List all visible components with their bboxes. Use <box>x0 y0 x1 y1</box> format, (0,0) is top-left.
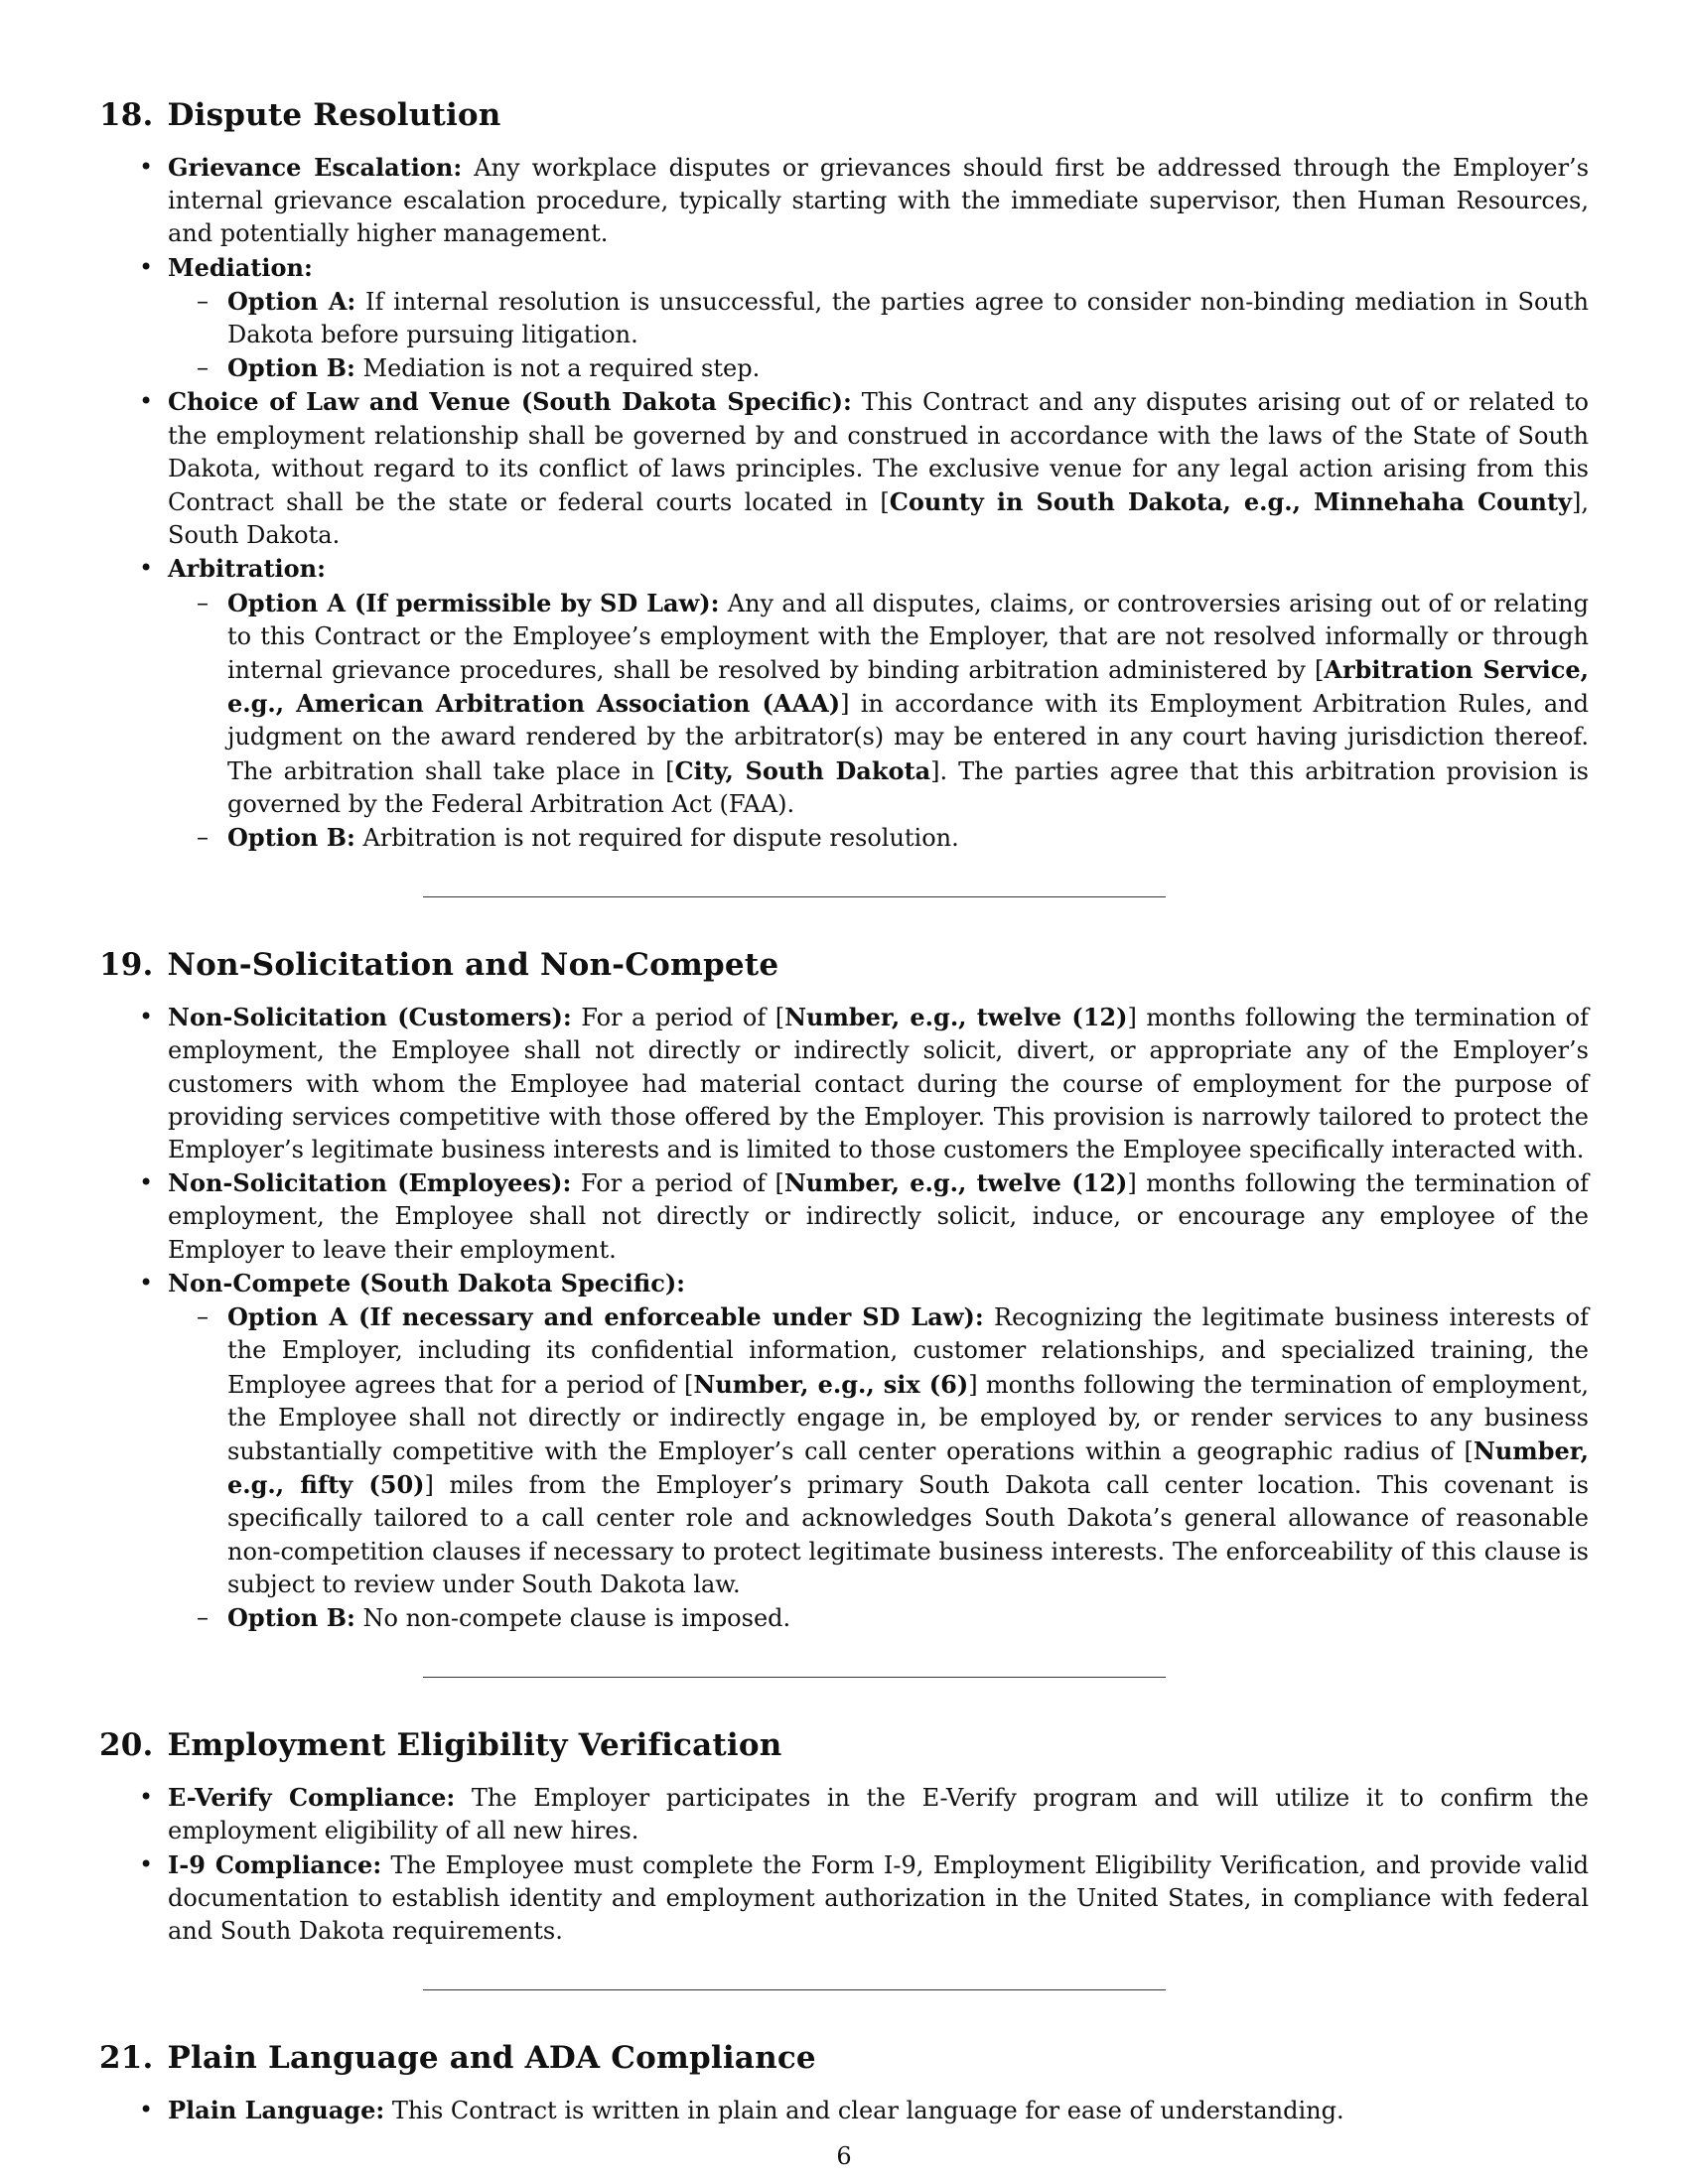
item-text: This Contract is written in plain and clear language for ease of understanding. <box>384 2097 1344 2125</box>
section-20-heading <box>99 1723 1589 1767</box>
item-text: Mediation is not a required step. <box>354 354 761 383</box>
section-title: Dispute Resolution <box>167 97 501 133</box>
section-number: 21. <box>99 2040 154 2077</box>
item-label: Non-Compete (South Dakota Specific): <box>168 1268 686 1297</box>
item-text: The Employee must complete the Form I-9, Employment Eligibility Verification, and provide valid documentation to establish identity and employment authorization in the United States, in compliance with federal and South Dakota requirements. <box>168 1850 1589 1945</box>
section-number: 18. <box>99 97 154 133</box>
item-text: ], South Dakota. <box>168 488 1590 550</box>
section-21-list <box>99 2094 1589 2127</box>
section-19-list <box>99 1001 1589 1635</box>
item-text: ] months following the termination of employment, the Employee shall not directly or indirectly solicit, divert, or appropriate any of the Employer’s customers with whom the Employee had material contact during the course of employment for the purpose of providing services competitive with those offered by the Employer. This provision is narrowly tailored to protect the Employer’s legitimate business interests and is limited to those customers the Employee specifically interacted with. <box>168 1004 1590 1164</box>
item-label: Plain Language: <box>168 2096 385 2125</box>
document-body <box>99 93 1589 2127</box>
item-label: Option B: <box>227 1602 355 1632</box>
item-text: If internal resolution is unsuccessful, the parties agree to consider non-binding mediation in South Dakota before pursuing litigation. <box>227 287 1589 349</box>
list-item <box>168 1848 1589 1949</box>
list-item <box>168 1781 1589 1847</box>
placeholder-field: County in South Dakota, e.g., Minnehaha County <box>889 487 1573 517</box>
sub-list-item <box>227 821 1589 855</box>
section-21-heading <box>99 2036 1589 2080</box>
placeholder-field: Number, e.g., twelve (12) <box>784 1003 1128 1032</box>
item-label: E-Verify Compliance: <box>168 1783 456 1813</box>
item-label: Non-Solicitation (Employees): <box>168 1168 572 1198</box>
item-text: ] in accordance with its Employment Arbitration Rules, and judgment on the award rendered by the arbitrator(s) may be entered in any court having jurisdiction thereof. The arbitration shall take place in [ <box>227 690 1589 785</box>
section-title: Employment Eligibility Verification <box>167 1727 782 1764</box>
placeholder-field: Number, e.g., twelve (12) <box>783 1168 1128 1198</box>
list-item <box>168 385 1589 552</box>
list-item <box>168 1166 1589 1267</box>
item-text: Any workplace disputes or grievances should first be addressed through the Employer’s internal grievance escalation procedure, typically starting with the immediate supervisor, then Human Resources, and potentially higher management. <box>168 154 1590 248</box>
list-item <box>168 1001 1589 1166</box>
placeholder-field: City, South Dakota <box>674 755 931 785</box>
sub-list-item <box>227 351 1589 385</box>
item-label: Non-Solicitation (Customers): <box>168 1003 572 1032</box>
item-label: Grievance Escalation: <box>168 153 463 182</box>
list-item <box>168 251 1589 386</box>
list-item <box>168 1267 1589 1635</box>
item-label: Option A: <box>227 286 356 316</box>
placeholder-field: Number, e.g., six (6) <box>693 1369 969 1399</box>
placeholder-field: Arbitration Service, e.g., American Arbitration Association (AAA) <box>227 655 1589 719</box>
section-19-heading <box>99 943 1589 987</box>
item-text: ]. The parties agree that this arbitration provision is governed by the Federal Arbitration Act (FAA). <box>227 756 1589 818</box>
list-item <box>168 552 1589 855</box>
list-item <box>168 2094 1589 2127</box>
section-18-list <box>99 151 1589 855</box>
item-label: Option B: <box>227 823 355 853</box>
sub-list <box>168 285 1589 386</box>
item-text: ] months following the termination of employment, the Employee shall not directly or indirectly solicit, induce, or encourage any employee of the Employer to leave their employment. <box>168 1169 1589 1264</box>
item-label: I-9 Compliance: <box>168 1849 382 1879</box>
placeholder-field: Number, e.g., fifty (50) <box>227 1435 1589 1500</box>
list-item <box>168 151 1589 251</box>
section-title: Plain Language and ADA Compliance <box>167 2040 816 2077</box>
item-label: Mediation: <box>168 252 313 282</box>
item-text: ] months following the termination of employment, the Employee shall not directly or indirectly engage in, be employed by, or render services to any business substantially competitive with the Employer’s call center operations within a geographic radius of [ <box>227 1370 1589 1465</box>
item-text: For a period of [ <box>571 1004 785 1032</box>
page-number: 6 <box>836 2142 852 2170</box>
section-title: Non-Solicitation and Non-Compete <box>167 947 779 984</box>
item-text: Recognizing the legitimate business interests of the Employer, including its confidential information, customer relationships, and specialized training, the Employee agrees that for a period of [ <box>227 1303 1590 1399</box>
item-text: ] miles from the Employer’s primary South Dakota call center location. This covenant is specifically tailored to a call center role and acknowledges South Dakota’s general allowance of reasonable non-competition clauses if necessary to protect legitimate business interests. The enforceability of this clause is subject to review under South Dakota law. <box>227 1471 1589 1598</box>
item-label: Arbitration: <box>168 554 326 584</box>
section-18-heading <box>99 93 1589 137</box>
sub-list <box>168 587 1589 856</box>
item-text: No non-compete clause is imposed. <box>354 1603 791 1632</box>
item-label: Option B: <box>227 353 355 383</box>
section-number: 19. <box>99 947 154 984</box>
item-text: The Employer participates in the E-Verify program and will utilize it to confirm the employment eligibility of all new hires. <box>168 1784 1589 1845</box>
sub-list <box>168 1300 1589 1635</box>
section-number: 20. <box>99 1727 154 1764</box>
sub-list-item <box>227 1601 1589 1635</box>
section-divider <box>423 1677 1166 1678</box>
item-label: Option A (If permissible by SD Law): <box>227 588 720 617</box>
item-label: Option A (If necessary and enforceable under SD Law): <box>227 1302 984 1332</box>
item-text: This Contract and any disputes arising out of or related to the employment relationship shall be governed by and construed in accordance with the laws of the State of South Dakota, without regard to its conflict of laws principles. The exclusive venue for any legal action arising from this Contract shall be the state or federal courts located in [ <box>168 388 1589 517</box>
section-divider <box>423 1989 1166 1990</box>
sub-list-item <box>227 285 1589 351</box>
section-20-list <box>99 1781 1589 1948</box>
item-text: Arbitration is not required for dispute resolution. <box>354 824 959 853</box>
section-divider <box>423 896 1166 897</box>
item-text: Any and all disputes, claims, or controversies arising out of or relating to this Contract or the Employee’s employment with the Employer, that are not resolved informally or through internal grievance procedures, shall be resolved by binding arbitration administered by [ <box>227 589 1589 685</box>
item-text: For a period of [ <box>571 1169 784 1198</box>
item-label: Choice of Law and Venue (South Dakota Specific): <box>168 387 852 417</box>
sub-list-item <box>227 1300 1589 1601</box>
sub-list-item <box>227 587 1589 821</box>
